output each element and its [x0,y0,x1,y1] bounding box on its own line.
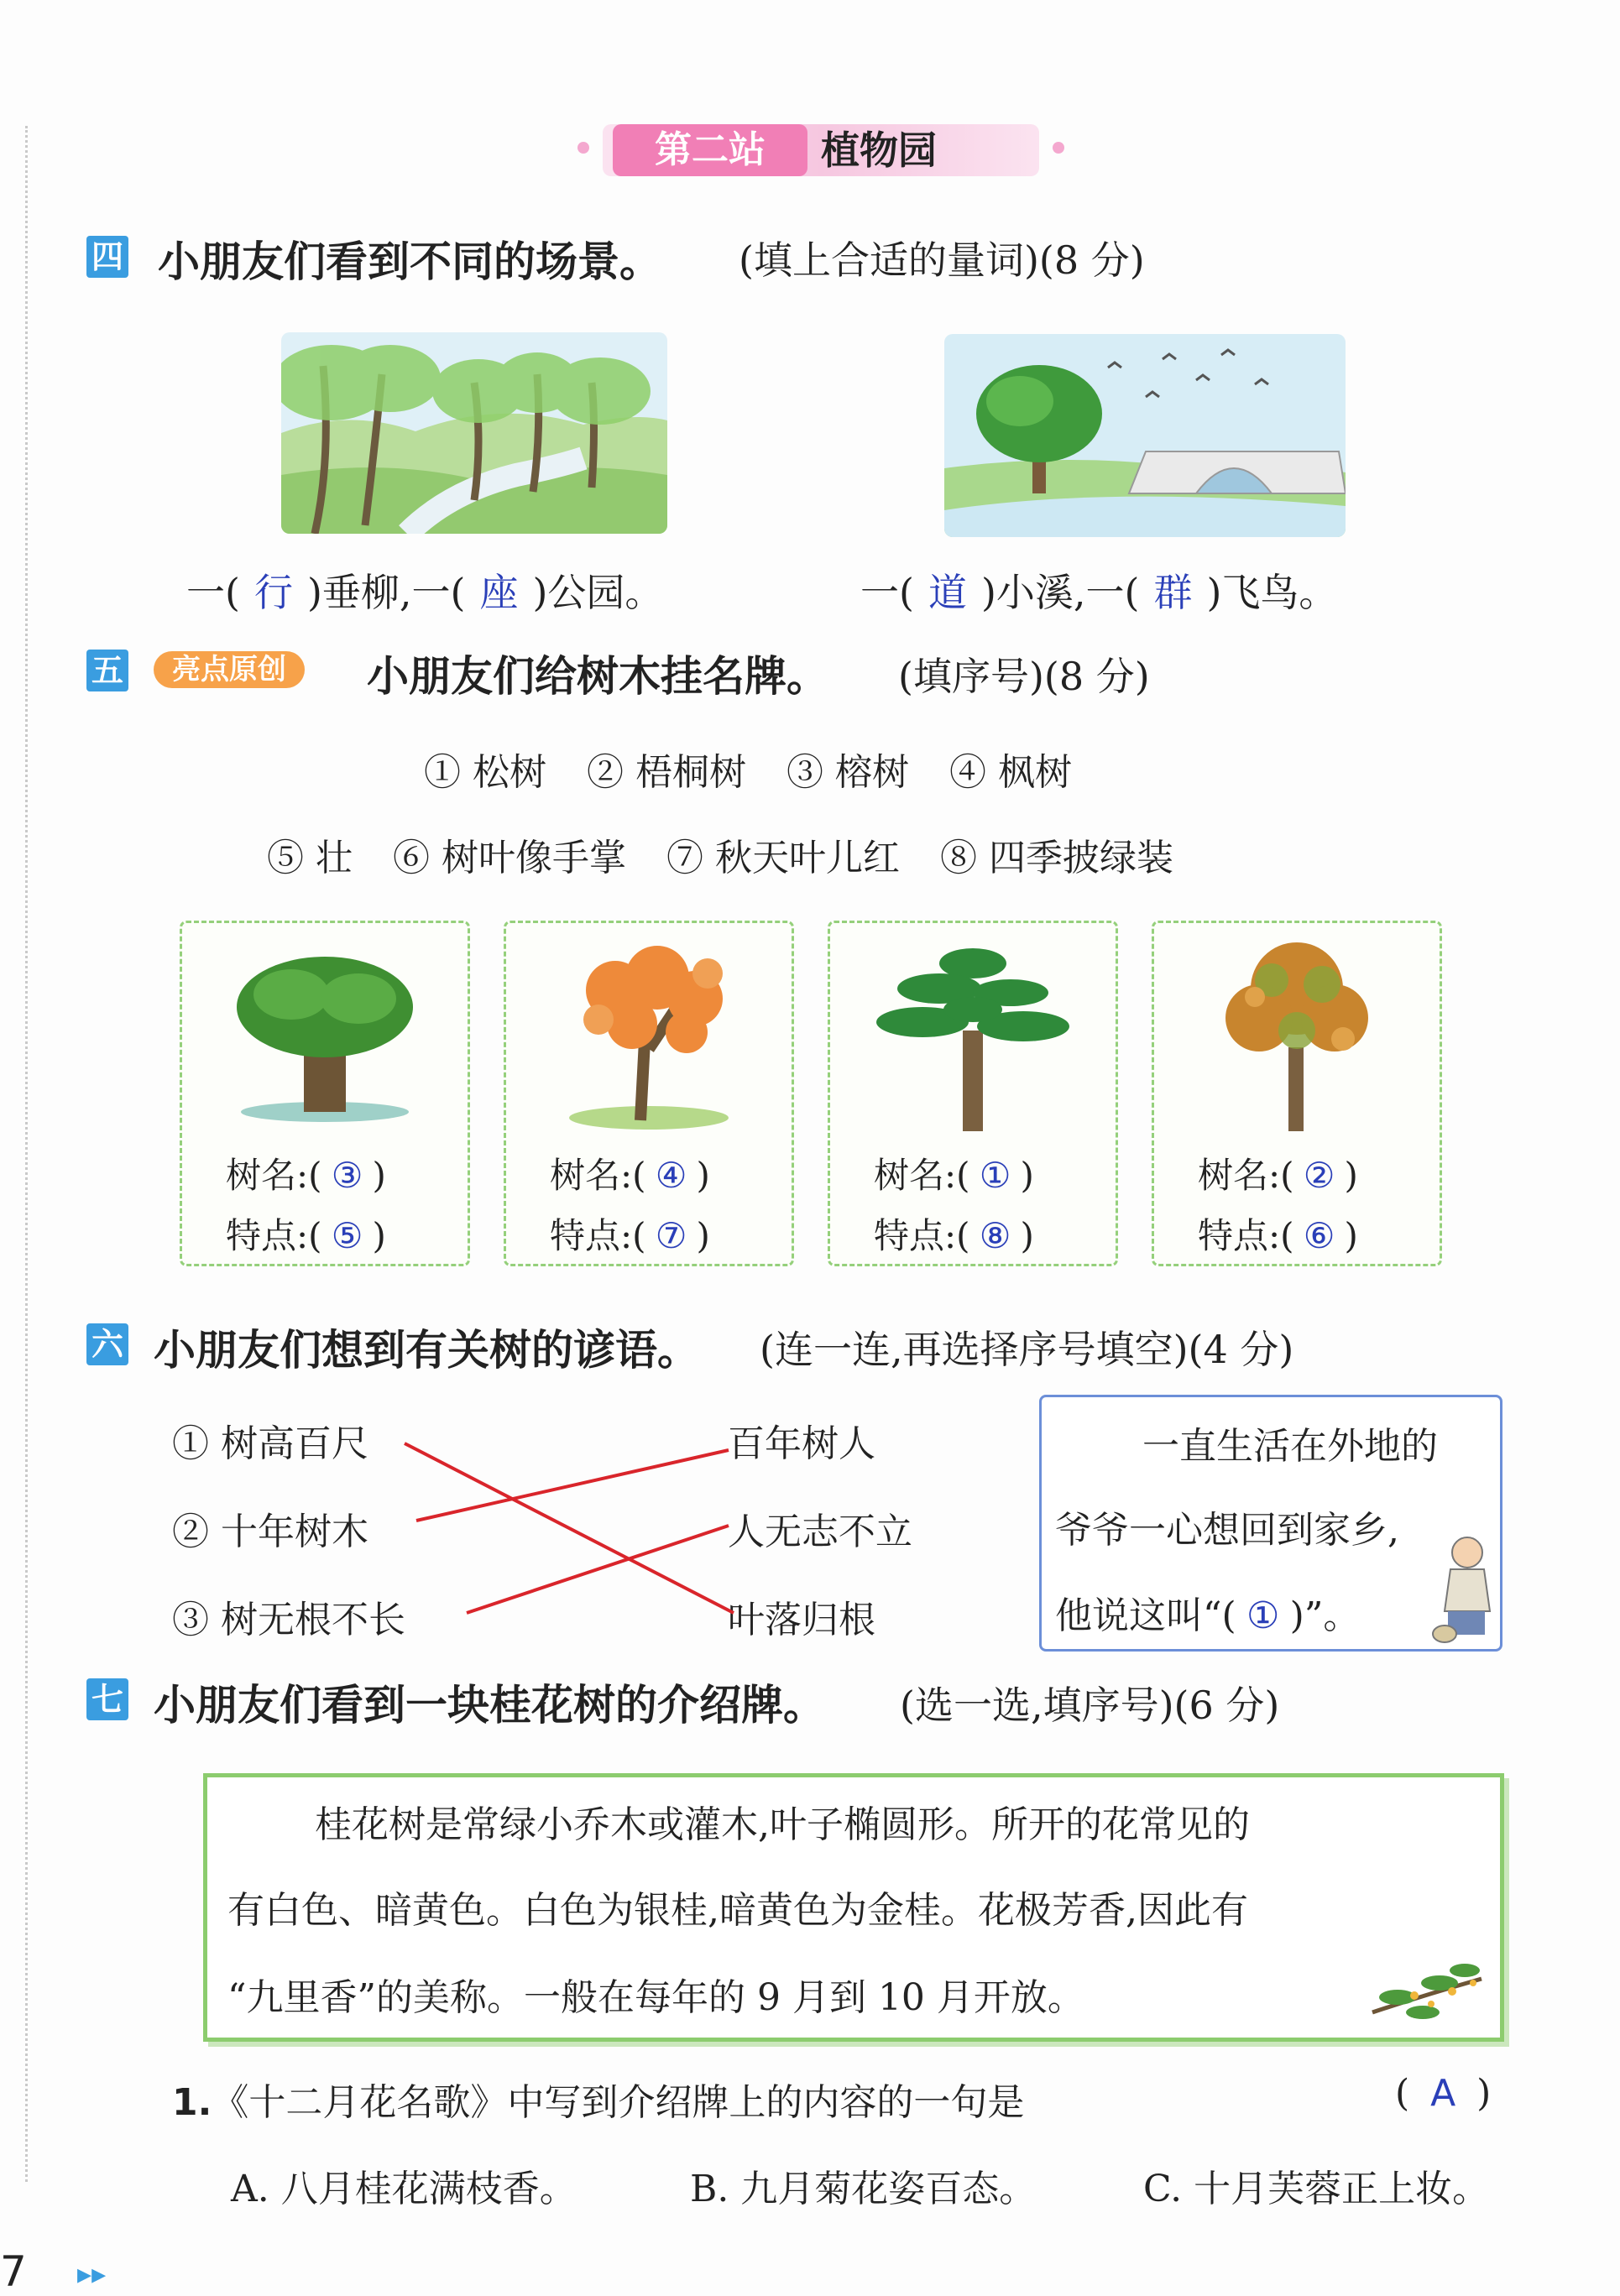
tree-feature-answer[interactable]: ⑦ [655,1215,687,1256]
proverb-right-3[interactable]: 叶落归根 [728,1599,875,1641]
page-arrows-icon: ▸▸ [77,2257,107,2291]
section-7-title: 小朋友们看到一块桂花树的介绍牌。 [154,1681,825,1730]
tree-name-row: 树名:( ③ ) [226,1155,386,1196]
tree-feature-row: 特点:( ⑥ ) [1198,1215,1358,1256]
proverb-right-1[interactable]: 百年树人 [728,1422,875,1465]
tree-feature-answer[interactable]: ⑧ [979,1215,1011,1256]
answer-dao[interactable]: 道 [928,570,967,615]
tree-name-answer[interactable]: ④ [655,1155,687,1196]
feature-options-row: ⑤ 壮 ⑥ 树叶像手掌 ⑦ 秋天叶儿红 ⑧ 四季披绿装 [267,837,1173,879]
tree-name-answer[interactable]: ③ [331,1155,363,1196]
tree-name-answer[interactable]: ① [979,1155,1011,1196]
station-title: 植物园 [821,128,937,173]
intro-line-3: “九里香”的美称。一般在每年的 9 月到 10 月开放。 [227,1976,1084,2019]
tree-name-row: 树名:( ④ ) [550,1155,710,1196]
tree-name-row: 树名:( ② ) [1198,1155,1358,1196]
proverb-question-box [1039,1395,1502,1652]
section-6-note: (连一连,再选择序号填空)(4 分) [760,1327,1294,1372]
proverb-right-2[interactable]: 人无志不立 [728,1511,912,1553]
section-5-title: 小朋友们给树木挂名牌。 [367,652,828,701]
tree-name-row: 树名:( ① ) [874,1155,1034,1196]
match-line-2-1 [416,1450,729,1521]
measure-word-line-left: 一( 行 )垂柳,一( 座 )公园。 [186,562,663,618]
answer-zuo[interactable]: 座 [479,570,519,615]
tree-feature-row: 特点:( ⑤ ) [226,1215,386,1256]
measure-word-line-right: 一( 道 )小溪,一( 群 )飞鸟。 [860,562,1337,618]
section-7-note: (选一选,填序号)(6 分) [900,1683,1280,1728]
tree-feature-answer[interactable]: ⑤ [331,1215,363,1256]
proverb-left-2[interactable]: ② 十年树木 [172,1511,368,1553]
choice-b[interactable]: B. 九月菊花姿百态。 [690,2168,1037,2210]
station-label: 第二站 [613,124,807,176]
section-4-note: (填上合适的量词)(8 分) [739,237,1145,283]
intro-line-1: 桂花树是常绿小乔木或灌木,叶子椭圆形。所开的花常见的 [315,1803,1250,1846]
section-5-note: (填序号)(8 分) [898,654,1150,699]
question-1: 1.《十二月花名歌》中写到介绍牌上的内容的一句是 [172,2081,1025,2124]
grandpa-illustration [1429,1532,1505,1649]
match-line-3-2 [467,1526,729,1613]
box-line-2: 爷爷一心想回到家乡, [1055,1509,1399,1552]
answer-qun[interactable]: 群 [1153,570,1193,615]
section-4-title: 小朋友们看到不同的场景。 [158,237,661,286]
original-badge: 亮点原创 [154,651,305,688]
tree-feature-row: 特点:( ⑦ ) [550,1215,710,1256]
section-6-number: 六 [86,1323,128,1365]
tree-options-row: ① 松树 ② 梧桐树 ③ 榕树 ④ 枫树 [424,751,1072,794]
page-number: 7 [0,2247,27,2296]
tree-feature-row: 特点:( ⑧ ) [874,1215,1034,1256]
section-4-number: 四 [86,236,128,278]
proverb-left-1[interactable]: ① 树高百尺 [172,1422,368,1465]
tree-name-answer[interactable]: ② [1303,1155,1335,1196]
answer-hang[interactable]: 行 [253,570,293,615]
proverb-left-3[interactable]: ③ 树无根不长 [172,1599,405,1641]
question-1-answer-slot: ( A ) [1395,2072,1492,2115]
tree-feature-answer[interactable]: ⑥ [1303,1215,1335,1256]
question-1-answer[interactable]: A [1430,2072,1456,2115]
section-6-title: 小朋友们想到有关树的谚语。 [154,1326,699,1375]
match-line-1-3 [405,1443,734,1613]
box-line-1: 一直生活在外地的 [1142,1425,1438,1468]
osmanthus-intro-board [203,1773,1504,2042]
intro-line-2: 有白色、暗黄色。白色为银桂,暗黄色为金桂。花极芳香,因此有 [227,1889,1248,1932]
choice-c[interactable]: C. 十月芙蓉正上妆。 [1143,2168,1490,2210]
section-5-number: 五 [86,650,128,691]
proverb-answer[interactable]: ① [1246,1594,1280,1637]
osmanthus-branch-image [1364,1945,1490,2038]
question-1-number: 1. [172,2081,212,2124]
section-7-number: 七 [86,1678,128,1720]
box-line-3: 他说这叫“( ① )”。 [1055,1594,1361,1637]
choice-a[interactable]: A. 八月桂花满枝香。 [231,2168,577,2210]
